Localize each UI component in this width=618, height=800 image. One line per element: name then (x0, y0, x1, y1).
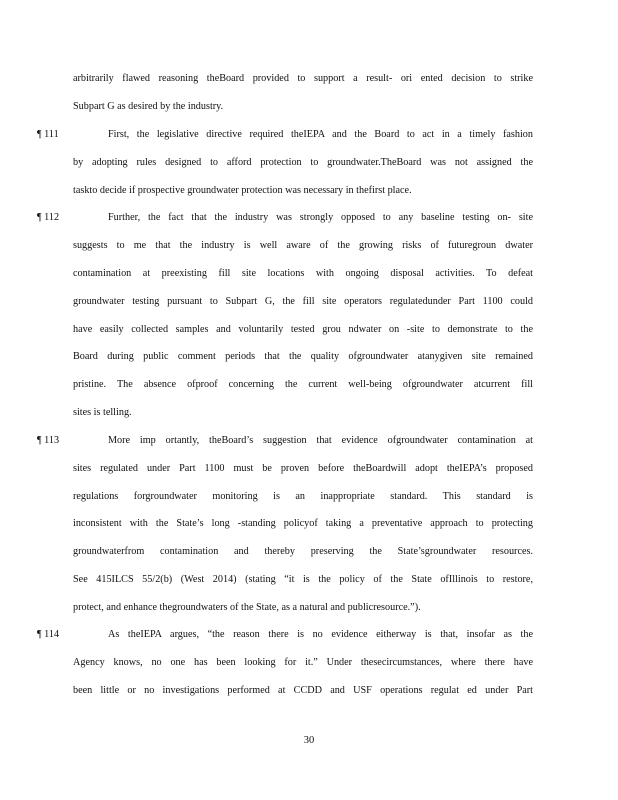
body-text-line: As theIEPA argues, “the reason there is no evidence eitherway is that, insofar as the (108, 629, 533, 640)
paragraph-number: ¶ 112 (37, 212, 60, 223)
body-text-line: contamination at preexisting fill site locations with ongoing disposal activities. To defeat (73, 268, 533, 279)
body-text-line: Board during public comment periods that the quality ofgroundwater atanygiven site remained (73, 351, 533, 362)
body-text-line: Subpart G as desired by the industry. (73, 101, 224, 112)
body-text-line: by adopting rules designed to afford protection to groundwater.TheBoard was not assigned the (73, 157, 533, 168)
body-text-line: groundwaterfrom contamination and thereby preserving the State’sgroundwater resources. (73, 546, 533, 557)
body-text-line: been little or no investigations performed at CCDD and USF operations regulat ed under Part (73, 685, 533, 696)
body-text-line: taskto decide if prospective groundwater protection was necessary in thefirst place. (73, 185, 412, 196)
body-text-line: protect, and enhance thegroundwaters of the State, as a natural and publicresource.”). (73, 602, 421, 613)
body-text-line: Further, the fact that the industry was strongly opposed to any baseline testing on- site (108, 212, 533, 223)
body-text-line: regulations forgroundwater monitoring is an inappropriate standard. This standard is (73, 491, 533, 502)
body-text-line: groundwater testing pursuant to Subpart G, the fill site operators regulatedunder Part 1100 could (73, 296, 533, 307)
body-text-line: arbitrarily flawed reasoning theBoard provided to support a result- ori ented decision to strike (73, 73, 533, 84)
body-text-line: pristine. The absence ofproof concerning the current well-being ofgroundwater atcurrent fill (73, 379, 533, 390)
body-text-line: have easily collected samples and voluntarily tested grou ndwater on -site to demonstrate to the (73, 324, 533, 335)
body-text-line: First, the legislative directive required theIEPA and the Board to act in a timely fashion (108, 129, 533, 140)
body-text-line: Agency knows, no one has been looking for it.” Under thesecircumstances, where there have (73, 657, 533, 668)
paragraph-number: ¶ 111 (37, 129, 59, 140)
paragraph-number: ¶ 113 (37, 435, 60, 446)
body-text-line: sites is telling. (73, 407, 132, 418)
body-text-line: suggests to me that the industry is well aware of the growing risks of futuregroun dwater (73, 240, 533, 251)
body-text-line: More imp ortantly, theBoard’s suggestion that evidence ofgroundwater contamination at (108, 435, 533, 446)
page-number: 30 (303, 735, 315, 746)
body-text-line: See 415ILCS 55/2(b) (West 2014) (stating “it is the policy of the State ofIllinois to restore, (73, 574, 533, 585)
paragraph-number: ¶ 114 (37, 629, 60, 640)
body-text-line: inconsistent with the State’s long -standing policyof taking a preventative approach to protecting (73, 518, 533, 529)
body-text-line: sites regulated under Part 1100 must be proven before theBoardwill adopt theIEPA’s proposed (73, 463, 533, 474)
